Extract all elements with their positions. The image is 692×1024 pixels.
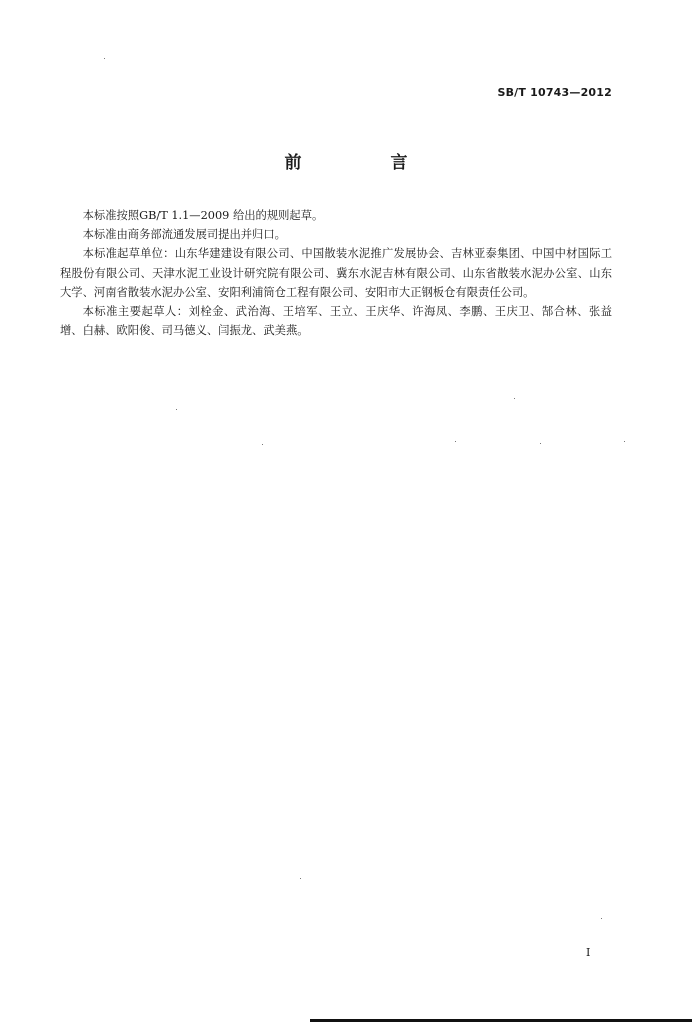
proposer-paragraph: 本标准由商务部流通发展司提出并归口。 <box>82 228 286 242</box>
drafting-units-paragraph: 本标准起草单位：山东华建建设有限公司、中国散装水泥推广发展协会、吉林亚泰集团、中国中材国际工程股份有限公司、天津水泥工业设计研究院有限公司、冀东水泥吉林有限公司、山东省散装水泥办公室、山东大学、河南省散装水泥办公室、安阳利浦筒仓工程有限公司、安阳市大正钢板仓有限责任公司。 <box>60 247 612 299</box>
scan-speck <box>104 58 105 59</box>
scan-speck <box>601 918 602 919</box>
page-number: I <box>586 946 591 959</box>
scan-speck <box>624 441 625 442</box>
scan-speck <box>455 441 456 442</box>
preface-body <box>60 206 612 340</box>
section-title: 前 言 <box>284 153 444 173</box>
drafting-rules-paragraph: 本标准按照GB/T 1.1—2009 给出的规则起草。 <box>82 209 324 222</box>
scan-speck <box>300 878 301 879</box>
scan-speck <box>262 444 263 445</box>
standard-code: SB/T 10743—2012 <box>497 86 612 99</box>
scan-speck <box>540 443 541 444</box>
scan-speck <box>514 398 515 399</box>
scan-edge-line <box>310 1019 692 1022</box>
scan-speck <box>176 409 177 410</box>
drafters-paragraph: 本标准主要起草人：刘栓金、武治海、王培军、王立、王庆华、许海凤、李鹏、王庆卫、郜合林、张益增、白赫、欧阳俊、司马德义、闫振龙、武美燕。 <box>60 305 612 338</box>
